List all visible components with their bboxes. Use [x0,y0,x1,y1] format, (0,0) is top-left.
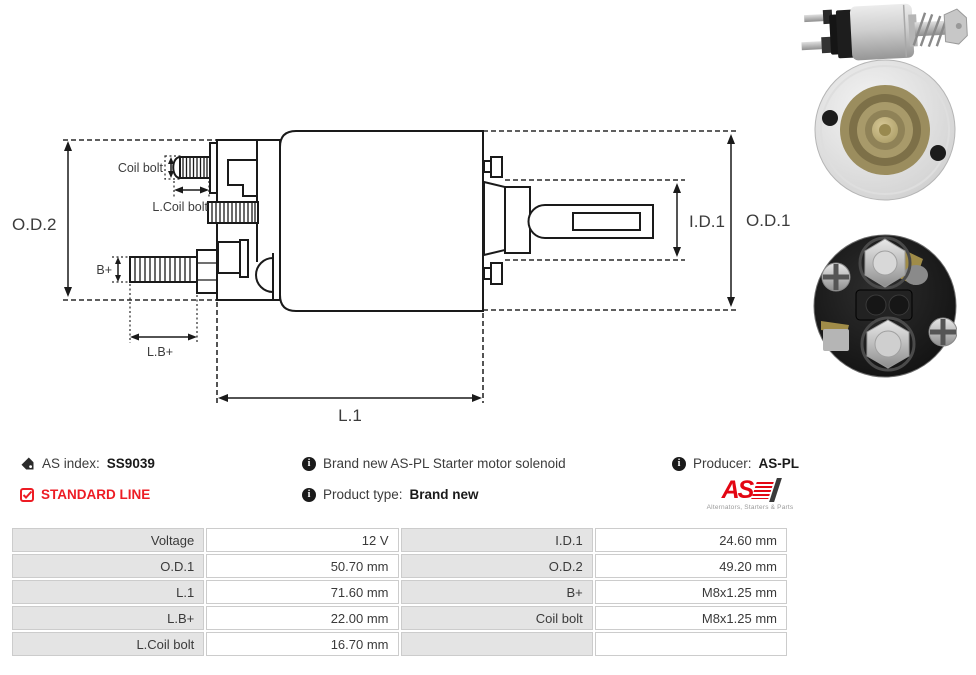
spec-label-cell: B+ [401,580,593,604]
spec-value-cell: 49.20 mm [595,554,787,578]
spec-value-cell: M8x1.25 mm [595,580,787,604]
spec-label-cell: O.D.1 [12,554,204,578]
product-photo-side-view[interactable] [797,2,969,62]
as-pl-logo [702,477,798,511]
dim-label-l1: L.1 [338,406,362,425]
spec-label-cell [401,632,593,656]
as-index-value: SS9039 [106,456,155,471]
spec-value-cell: M8x1.25 mm [595,606,787,630]
as-index-row [20,456,155,471]
spec-label-cell: Voltage [12,528,204,552]
producer-value: AS-PL [758,456,800,471]
standard-line-row [20,487,150,502]
spec-value-cell: 24.60 mm [595,528,787,552]
producer-row [672,456,799,471]
checked-checkbox-icon [20,488,34,502]
info-icon [302,488,316,502]
tag-icon [20,456,35,471]
table-row [12,528,787,552]
dim-label-od1: O.D.1 [746,211,791,230]
spec-label-cell: L.1 [12,580,204,604]
producer-label: Producer: [693,456,752,471]
spec-value-cell: 71.60 mm [206,580,398,604]
spec-label-cell: L.Coil bolt [12,632,204,656]
spec-label-cell: L.B+ [12,606,204,630]
dim-label-b-plus: B+ [96,263,112,277]
spec-label-cell: O.D.2 [401,554,593,578]
info-icon [672,457,686,471]
spec-table-body [12,528,787,656]
table-row [12,632,787,656]
dim-label-od2: O.D.2 [12,215,57,234]
product-type-row [302,487,479,502]
as-pl-logo-caption: Alternators, Starters & Parts [706,504,794,511]
as-index-label: AS index: [42,456,100,471]
product-type-value: Brand new [409,487,479,502]
spec-value-cell: 12 V [206,528,398,552]
spec-label-cell: I.D.1 [401,528,593,552]
spec-table [10,526,789,658]
product-photo-front-view[interactable] [806,59,964,203]
as-pl-logo-text: AS [721,475,753,504]
spec-value-cell: 50.70 mm [206,554,398,578]
table-row [12,606,787,630]
dim-label-l-b-plus: L.B+ [146,345,174,359]
info-icon [302,457,316,471]
description-row [302,456,566,471]
standard-line-label: STANDARD LINE [41,487,151,502]
spec-value-cell: 16.70 mm [206,632,398,656]
product-type-label: Product type: [323,487,403,502]
dim-label-id1: I.D.1 [689,212,725,231]
product-photo-rear-view[interactable] [813,233,957,381]
table-row [12,554,787,578]
dim-label-l-coil-bolt: L.Coil bolt [152,200,208,214]
spec-value-cell: 22.00 mm [206,606,398,630]
product-description: Brand new AS-PL Starter motor solenoid [323,456,566,471]
spec-value-cell [595,632,787,656]
table-row [12,580,787,604]
spec-label-cell: Coil bolt [401,606,593,630]
technical-drawing [0,100,800,445]
dim-label-coil-bolt: Coil bolt [117,161,163,175]
